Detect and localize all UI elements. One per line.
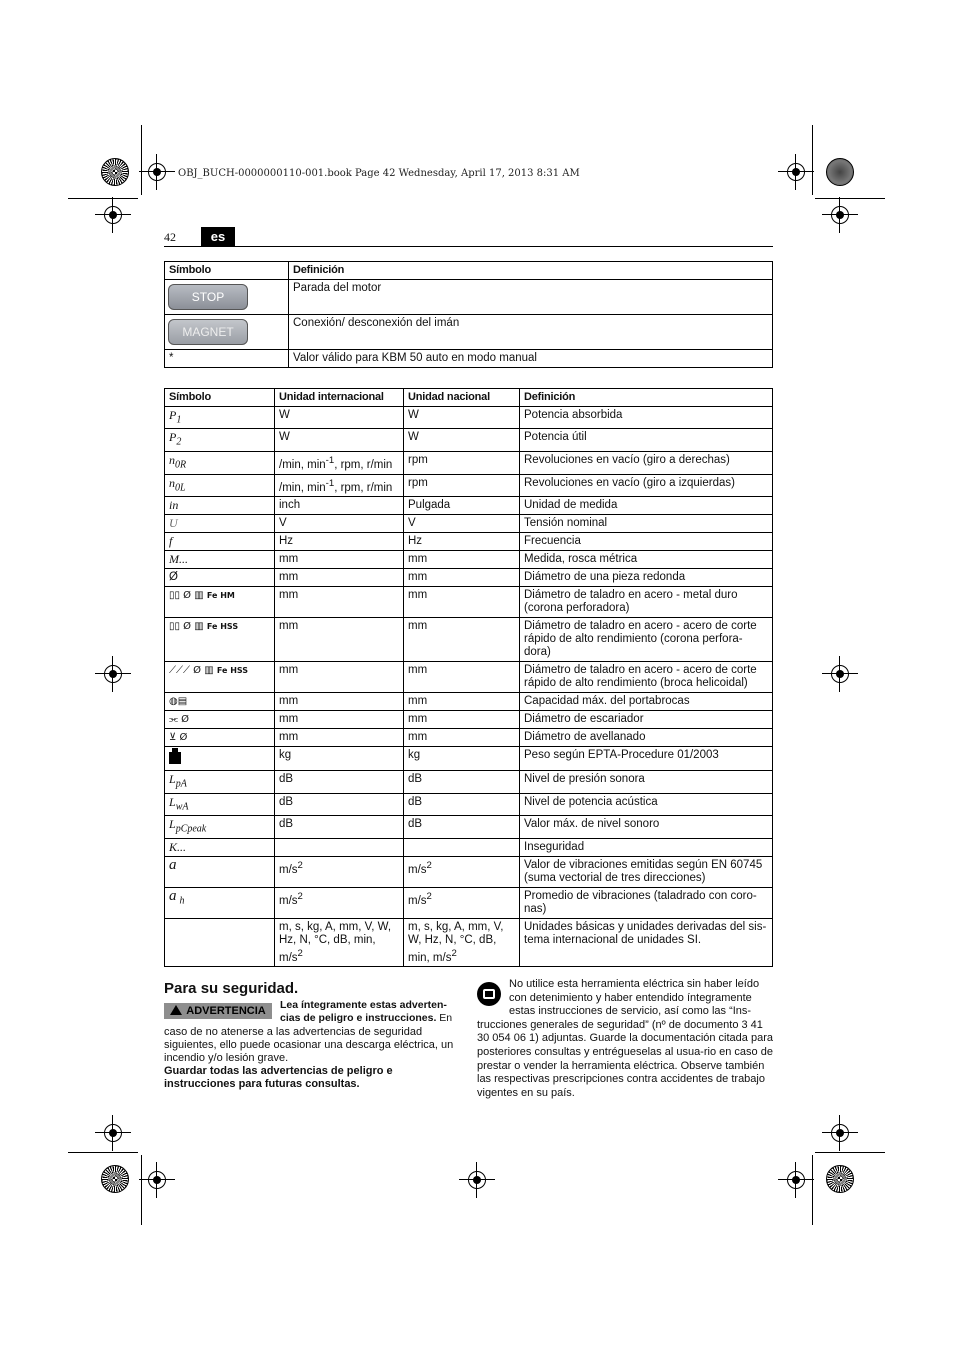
symbol-cell: a $_h$	[165, 887, 275, 918]
definition-cell: Valor de vibraciones emitidas según EN 60745 (suma vectorial de tres direcciones)	[520, 856, 773, 887]
intl-unit-cell: mm	[275, 662, 404, 693]
table-row	[165, 429, 773, 451]
symbol-cell: $L_{pA}$	[165, 771, 275, 793]
national-unit-cell: Hz	[404, 533, 520, 551]
intl-unit-cell: dB	[275, 771, 404, 793]
definition-cell: Frecuencia	[520, 533, 773, 551]
intl-unit-cell: m, s, kg, A, mm, V, W, Hz, N, °C, dB, min, $m/s^2$	[275, 918, 404, 967]
intl-unit-cell: mm	[275, 569, 404, 587]
national-unit-cell: mm	[404, 587, 520, 618]
crop-line	[815, 198, 885, 199]
crop-line	[68, 1152, 138, 1153]
stop-button-icon: STOP	[168, 284, 248, 310]
national-unit-cell: W	[404, 429, 520, 451]
crop-line	[141, 1155, 142, 1225]
symbol-cell: $L_{wA}$	[165, 793, 275, 815]
table-row	[165, 474, 773, 497]
table-row	[165, 856, 773, 887]
section-title: Para su seguridad.	[164, 980, 299, 997]
table-row	[165, 729, 773, 747]
national-unit-cell: mm	[404, 569, 520, 587]
warning-intro	[280, 999, 460, 1024]
table-row	[165, 551, 773, 569]
table-row	[165, 407, 773, 429]
table-row	[165, 533, 773, 551]
crop-line	[815, 1152, 885, 1153]
intl-unit-cell: Hz	[275, 533, 404, 551]
symbol-cell: *	[165, 350, 289, 368]
definition-cell: Potencia absorbida	[520, 407, 773, 429]
intl-unit-cell: W	[275, 429, 404, 451]
table-row	[165, 350, 773, 368]
symbols-table	[164, 388, 773, 967]
definition-cell: Nivel de presión sonora	[520, 771, 773, 793]
national-unit-cell: mm	[404, 729, 520, 747]
crop-line	[141, 125, 142, 195]
definition-cell: Nivel de potencia acústica	[520, 793, 773, 815]
symbol-cell: M...	[165, 551, 275, 569]
definition-cell: Diámetro de escariador	[520, 711, 773, 729]
chuck-icon: ◍▤	[165, 693, 275, 711]
symbol-cell: $L_{pCpeak}$	[165, 816, 275, 838]
crosshair-mark	[101, 662, 125, 686]
definition-cell: Medida, rosca métrica	[520, 551, 773, 569]
symbol-cell: in	[165, 497, 275, 515]
crosshair-mark	[828, 662, 852, 686]
national-unit-cell	[404, 838, 520, 856]
crop-line	[812, 1155, 813, 1225]
table-row	[165, 693, 773, 711]
definition-cell: Diámetro de taladro en acero - acero de corte rápido de alto rendimiento (broca helicoidal)	[520, 662, 773, 693]
national-unit-cell: mm	[404, 551, 520, 569]
safety-instructions-text	[477, 978, 774, 1100]
intl-unit-cell: inch	[275, 497, 404, 515]
definition-cell: Valor válido para KBM 50 auto en modo manual	[289, 350, 773, 368]
warning-badge	[164, 1003, 272, 1019]
intl-unit-cell: mm	[275, 711, 404, 729]
table-row	[165, 497, 773, 515]
crosshair-mark	[828, 203, 852, 227]
warning-bold-text: Lea íntegramente estas adverten-cias de peligro e instrucciones.	[280, 999, 447, 1024]
magnet-button-icon: MAGNET	[168, 319, 248, 345]
warning-label: ADVERTENCIA	[186, 1005, 266, 1017]
table-row	[165, 515, 773, 533]
registration-target-top-right	[826, 158, 854, 186]
intl-unit-cell: mm	[275, 587, 404, 618]
page-number: 42	[164, 230, 176, 244]
definition-cell: Diámetro de taladro en acero - metal duro (corona perforadora)	[520, 587, 773, 618]
national-unit-cell: V	[404, 515, 520, 533]
table-row	[165, 838, 773, 856]
crosshair-mark	[101, 203, 125, 227]
twist-drill-hss-icon: ⟋⟋⟋ Ø ▥ Fe HSS	[165, 662, 275, 693]
header-rule	[164, 246, 773, 247]
crosshair-mark	[784, 1168, 808, 1192]
intl-unit-cell: mm	[275, 729, 404, 747]
crosshair-mark	[101, 1121, 125, 1145]
national-unit-cell: rpm	[404, 451, 520, 474]
definition-cell: Revoluciones en vacío (giro a derechas)	[520, 451, 773, 474]
table-row	[165, 315, 773, 350]
intl-unit-cell: mm	[275, 551, 404, 569]
national-unit-cell: dB	[404, 793, 520, 815]
intl-unit-cell: kg	[275, 747, 404, 771]
crop-line	[68, 198, 138, 199]
countersink-icon: ⊻ Ø	[165, 729, 275, 747]
definition-cell: Parada del motor	[289, 280, 773, 315]
national-unit-cell: m, s, kg, A, mm, V, W, Hz, N, °C, dB, min, $m/s^2$	[404, 918, 520, 967]
definition-cell: Peso según EPTA-Procedure 01/2003	[520, 747, 773, 771]
warning-text: caso de no atenerse a las advertencias de seguridad siguientes, ello puede ocasionar una descarga eléctrica, un incendio y/o lesión grave.	[164, 1026, 454, 1064]
national-unit-cell: $m/s^2$	[404, 856, 520, 887]
table-row	[165, 711, 773, 729]
national-unit-cell: mm	[404, 662, 520, 693]
national-unit-cell: W	[404, 407, 520, 429]
crop-line	[812, 125, 813, 195]
definition-cell: Diámetro de avellanado	[520, 729, 773, 747]
col-header-symbol: Símbolo	[165, 262, 289, 280]
symbol-cell: f	[165, 533, 275, 551]
table-row	[165, 918, 773, 967]
registration-target-bottom-right	[826, 1165, 854, 1193]
registration-target-bottom-left	[101, 1165, 129, 1193]
definition-cell: Conexión/ desconexión del imán	[289, 315, 773, 350]
definition-cell: Revoluciones en vacío (giro a izquierdas)	[520, 474, 773, 497]
definition-cell: Unidades básicas y unidades derivadas del sis-tema internacional de unidades SI.	[520, 918, 773, 967]
warning-icon	[170, 1005, 182, 1015]
symbol-cell: U	[165, 515, 275, 533]
keep-instructions-note: Guardar todas las advertencias de peligro e instrucciones para futuras consultas.	[164, 1065, 393, 1090]
core-drill-hm-icon: ▯▯ Ø ▥ Fe HM	[165, 587, 275, 618]
table-row	[165, 587, 773, 618]
table-row	[165, 771, 773, 793]
symbol-cell: Ø	[165, 569, 275, 587]
symbol-cell	[165, 918, 275, 967]
crosshair-mark	[784, 160, 808, 184]
definition-cell: Diámetro de una pieza redonda	[520, 569, 773, 587]
registration-target-top-left	[101, 158, 129, 186]
intl-unit-cell: $m/s^2$	[275, 887, 404, 918]
col-header-definition: Definición	[289, 262, 773, 280]
national-unit-cell: mm	[404, 693, 520, 711]
table-row	[165, 618, 773, 662]
table-row	[165, 451, 773, 474]
symbol-cell: $P_1$	[165, 407, 275, 429]
crosshair-mark	[828, 1121, 852, 1145]
table-row	[165, 662, 773, 693]
national-unit-cell: mm	[404, 711, 520, 729]
col-header-intl: Unidad internacional	[275, 389, 404, 407]
symbol-cell: K...	[165, 838, 275, 856]
table-row	[165, 887, 773, 918]
national-unit-cell: dB	[404, 816, 520, 838]
weight-icon	[165, 747, 275, 771]
symbol-cell: a	[165, 856, 275, 887]
core-drill-hss-icon: ▯▯ Ø ▥ Fe HSS	[165, 618, 275, 662]
intl-unit-cell: $m/s^2$	[275, 856, 404, 887]
controls-table	[164, 261, 773, 368]
intl-unit-cell: /min, $\min^{-1}$, rpm, r/min	[275, 451, 404, 474]
safety-right-text: No utilice esta herramienta eléctrica sin haber leído con detenimiento y haber entendido íntegramente estas instrucciones de servicio, así como las “Ins-trucciones generales de seguridad” (nº de documento 3 41 30 054 06 1) adjuntas. Guarde la documentación citada para posteriores consultas y entrégueselas al usua-rio en caso de prestar o vender la herramienta eléctrica. Observe también las respectivas prescripciones contra accidentes de trabajo vigentes en su país.	[477, 978, 773, 1099]
definition-cell: Promedio de vibraciones (taladrado con coro-nas)	[520, 887, 773, 918]
crosshair-mark	[465, 1168, 489, 1192]
language-badge: es	[201, 227, 235, 246]
national-unit-cell: Pulgada	[404, 497, 520, 515]
intl-unit-cell: dB	[275, 793, 404, 815]
definition-cell: Capacidad máx. del portabrocas	[520, 693, 773, 711]
crosshair-mark	[145, 160, 169, 184]
symbol-cell: $P_2$	[165, 429, 275, 451]
table-row	[165, 569, 773, 587]
warning-body	[164, 1026, 460, 1091]
col-header-symbol: Símbolo	[165, 389, 275, 407]
col-header-national: Unidad nacional	[404, 389, 520, 407]
definition-cell: Potencia útil	[520, 429, 773, 451]
crosshair-mark	[145, 1168, 169, 1192]
intl-unit-cell: W	[275, 407, 404, 429]
table-row	[165, 816, 773, 838]
table-row	[165, 280, 773, 315]
intl-unit-cell: mm	[275, 618, 404, 662]
national-unit-cell: rpm	[404, 474, 520, 497]
definition-cell: Inseguridad	[520, 838, 773, 856]
national-unit-cell: dB	[404, 771, 520, 793]
reamer-icon: ⫘ Ø	[165, 711, 275, 729]
print-header: OBJ_BUCH-0000000110-001.book Page 42 Wednesday, April 17, 2013 8:31 AM	[178, 168, 580, 179]
symbol-cell: $n_{0L}$	[165, 474, 275, 497]
intl-unit-cell	[275, 838, 404, 856]
definition-cell: Unidad de medida	[520, 497, 773, 515]
col-header-definition: Definición	[520, 389, 773, 407]
intl-unit-cell: /min, $\min^{-1}$, rpm, r/min	[275, 474, 404, 497]
national-unit-cell: mm	[404, 618, 520, 662]
symbol-cell: $n_{0R}$	[165, 451, 275, 474]
national-unit-cell: $m/s^2$	[404, 887, 520, 918]
definition-cell: Tensión nominal	[520, 515, 773, 533]
warning-tail: En	[436, 1011, 453, 1024]
national-unit-cell: kg	[404, 747, 520, 771]
table-row	[165, 747, 773, 771]
definition-cell: Valor máx. de nivel sonoro	[520, 816, 773, 838]
intl-unit-cell: dB	[275, 816, 404, 838]
intl-unit-cell: mm	[275, 693, 404, 711]
table-row	[165, 793, 773, 815]
definition-cell: Diámetro de taladro en acero - acero de corte rápido de alto rendimiento (corona perfora-dora)	[520, 618, 773, 662]
intl-unit-cell: V	[275, 515, 404, 533]
